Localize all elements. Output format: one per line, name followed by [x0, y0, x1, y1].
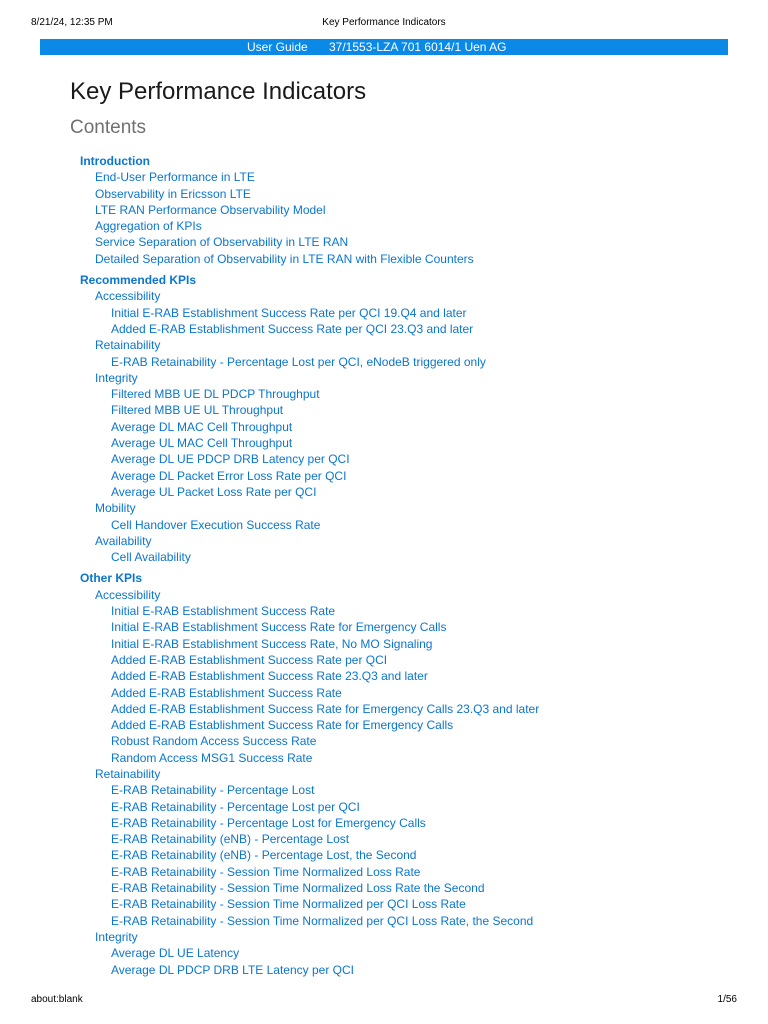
- toc-kpi-link[interactable]: Added E-RAB Establishment Success Rate: [111, 685, 342, 700]
- toc-kpi-link[interactable]: Added E-RAB Establishment Success Rate 23.Q3 and later: [111, 669, 428, 684]
- page-counter: 1/56: [717, 994, 737, 1005]
- toc-kpi-link[interactable]: Added E-RAB Establishment Success Rate per QCI 23.Q3 and later: [111, 321, 474, 336]
- toc-kpi-link[interactable]: Average UL Packet Loss Rate per QCI: [111, 484, 317, 499]
- toc-kpi-link[interactable]: Initial E-RAB Establishment Success Rate, No MO Signaling: [111, 636, 433, 651]
- toc-subsection-link[interactable]: Integrity: [95, 370, 138, 385]
- toc-subsection-link[interactable]: LTE RAN Performance Observability Model: [95, 202, 326, 217]
- print-page-title: Key Performance Indicators: [322, 17, 446, 28]
- toc-subsection-link[interactable]: Accessibility: [95, 587, 161, 602]
- toc-kpi-link[interactable]: E-RAB Retainability (eNB) - Percentage Lost, the Second: [111, 848, 417, 863]
- toc-kpi-link[interactable]: Filtered MBB UE DL PDCP Throughput: [111, 387, 320, 402]
- toc-section-link[interactable]: Recommended KPIs: [80, 273, 197, 288]
- toc-kpi-link[interactable]: Average UL MAC Cell Throughput: [111, 436, 293, 451]
- toc-subsection-link[interactable]: End-User Performance in LTE: [95, 170, 255, 185]
- toc-kpi-link[interactable]: E-RAB Retainability - Session Time Normalized Loss Rate the Second: [111, 881, 485, 896]
- toc-subsection-link[interactable]: Aggregation of KPIs: [95, 219, 202, 234]
- print-header: [0, 17, 768, 31]
- toc-kpi-link[interactable]: Average DL MAC Cell Throughput: [111, 419, 293, 434]
- toc-kpi-link[interactable]: Initial E-RAB Establishment Success Rate per QCI 19.Q4 and later: [111, 305, 467, 320]
- toc-kpi-link[interactable]: E-RAB Retainability (eNB) - Percentage Lost: [111, 832, 350, 847]
- toc-kpi-link[interactable]: Average DL UE PDCP DRB Latency per QCI: [111, 452, 350, 467]
- toc-section: [80, 272, 720, 565]
- toc-subsection-link[interactable]: Accessibility: [95, 289, 161, 304]
- toc-kpi-link[interactable]: Initial E-RAB Establishment Success Rate: [111, 604, 336, 619]
- toc-kpi-link[interactable]: E-RAB Retainability - Session Time Normalized Loss Rate: [111, 864, 421, 879]
- page-title: Key Performance Indicators: [70, 78, 367, 105]
- contents-heading: Contents: [70, 117, 147, 138]
- print-url: about:blank: [31, 994, 83, 1005]
- toc-kpi-link[interactable]: Cell Handover Execution Success Rate: [111, 517, 321, 532]
- toc-section: [80, 570, 720, 977]
- toc-kpi-link[interactable]: Added E-RAB Establishment Success Rate for Emergency Calls 23.Q3 and later: [111, 701, 540, 716]
- toc-kpi-link[interactable]: Robust Random Access Success Rate: [111, 734, 317, 749]
- toc-subsection-link[interactable]: Availability: [95, 533, 152, 548]
- toc-section: [80, 153, 720, 267]
- toc-kpi-link[interactable]: Average DL UE Latency: [111, 946, 240, 961]
- document-info-bar: [40, 39, 728, 55]
- toc-kpi-link[interactable]: Filtered MBB UE UL Throughput: [111, 403, 284, 418]
- toc-kpi-link[interactable]: Added E-RAB Establishment Success Rate per QCI: [111, 652, 388, 667]
- toc-kpi-link[interactable]: Average DL Packet Error Loss Rate per QCI: [111, 468, 347, 483]
- toc-kpi-link[interactable]: E-RAB Retainability - Percentage Lost for Emergency Calls: [111, 815, 426, 830]
- toc-subsection-link[interactable]: Service Separation of Observability in LTE RAN: [95, 235, 349, 250]
- toc-subsection-link[interactable]: Retainability: [95, 338, 161, 353]
- guide-label: User Guide: [247, 40, 308, 54]
- toc-subsection-link[interactable]: Observability in Ericsson LTE: [95, 186, 251, 201]
- document-number: 37/1553-LZA 701 6014/1 Uen AG: [329, 40, 507, 54]
- toc-kpi-link[interactable]: E-RAB Retainability - Percentage Lost: [111, 783, 315, 798]
- toc-kpi-link[interactable]: E-RAB Retainability - Session Time Normalized per QCI Loss Rate: [111, 897, 466, 912]
- toc-subsection-link[interactable]: Mobility: [95, 501, 136, 516]
- toc-kpi-link[interactable]: E-RAB Retainability - Session Time Normalized per QCI Loss Rate, the Second: [111, 913, 534, 928]
- toc-kpi-link[interactable]: Initial E-RAB Establishment Success Rate for Emergency Calls: [111, 620, 447, 635]
- table-of-contents: [80, 153, 720, 983]
- print-datetime: 8/21/24, 12:35 PM: [31, 17, 113, 28]
- toc-kpi-link[interactable]: Random Access MSG1 Success Rate: [111, 750, 313, 765]
- toc-kpi-link[interactable]: Average DL PDCP DRB LTE Latency per QCI: [111, 962, 354, 977]
- toc-kpi-link[interactable]: Cell Availability: [111, 550, 191, 565]
- toc-subsection-link[interactable]: Integrity: [95, 929, 138, 944]
- toc-section-link[interactable]: Introduction: [80, 154, 150, 168]
- toc-section-link[interactable]: Other KPIs: [80, 571, 143, 586]
- toc-kpi-link[interactable]: E-RAB Retainability - Percentage Lost per QCI: [111, 799, 360, 814]
- toc-kpi-link[interactable]: E-RAB Retainability - Percentage Lost per QCI, eNodeB triggered only: [111, 354, 486, 369]
- toc-kpi-link[interactable]: Added E-RAB Establishment Success Rate for Emergency Calls: [111, 718, 454, 733]
- toc-subsection-link[interactable]: Retainability: [95, 766, 161, 781]
- toc-subsection-link[interactable]: Detailed Separation of Observability in LTE RAN with Flexible Counters: [95, 251, 474, 266]
